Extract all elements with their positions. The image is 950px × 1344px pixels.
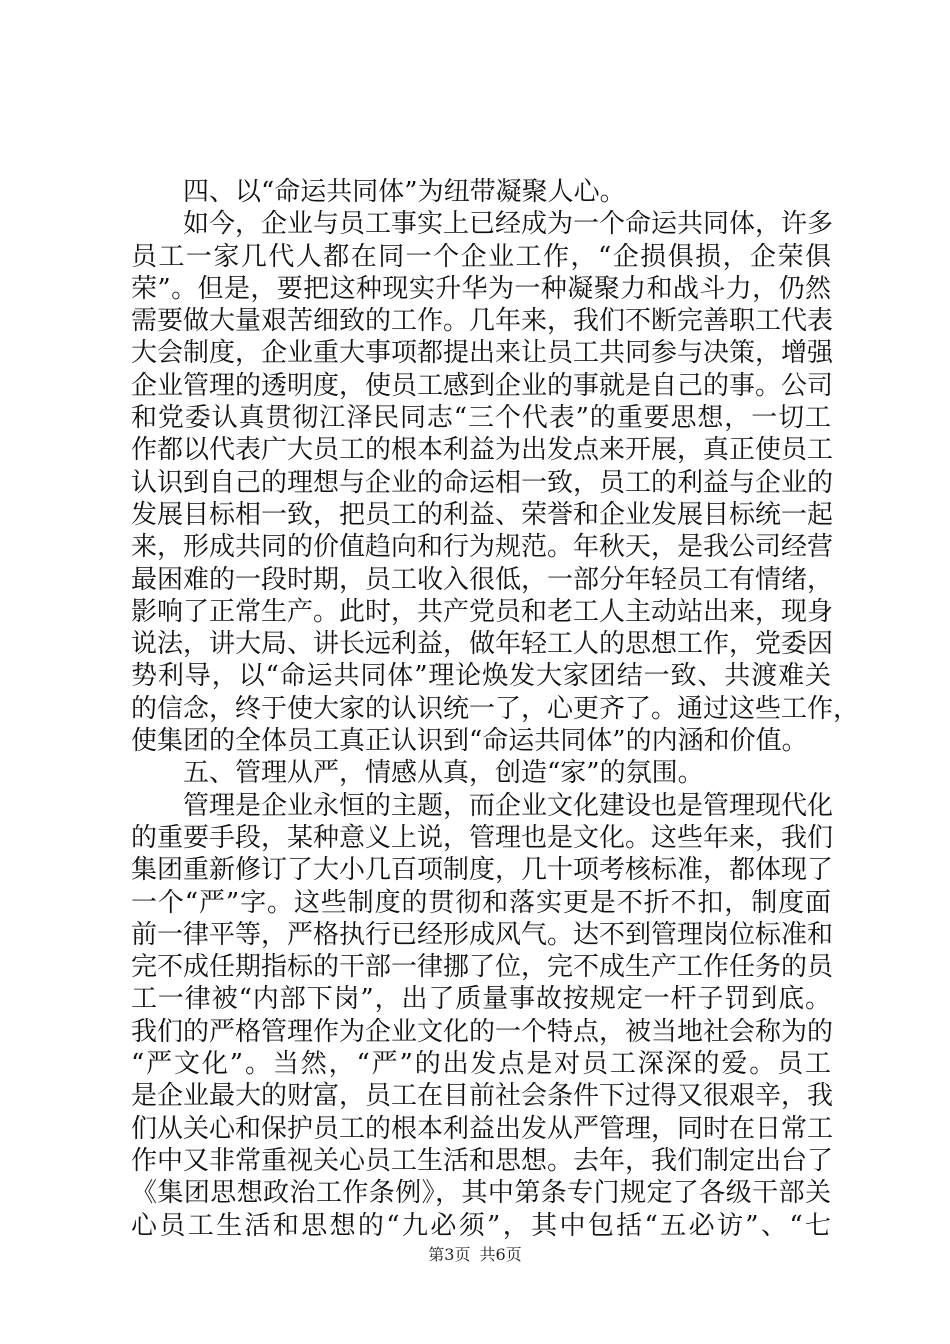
paragraph-line: 作都以代表广大员工的根本利益为出发点来开展，真正使员工 bbox=[131, 435, 834, 466]
paragraph-line: 的信念，终于使大家的认识统一了，心更齐了。通过这些工作， bbox=[131, 693, 860, 724]
paragraph-line: 集团重新修订了大小几百项制度，几十项考核标准，都体现了 bbox=[131, 855, 834, 886]
paragraph-line: 如今，企业与员工事实上已经成为一个命运共同体，许多 bbox=[183, 209, 834, 240]
paragraph-line: 势利导，以“命运共同体”理论焕发大家团结一致、共渡难关 bbox=[131, 661, 831, 692]
paragraph-line: 发展目标相一致，把员工的利益、荣誉和企业发展目标统一起 bbox=[131, 499, 834, 530]
paragraph-line: 《集团思想政治工作条例》，其中第条专门规定了各级干部关 bbox=[131, 1178, 831, 1209]
paragraph-line: 需要做大量艰苦细致的工作。几年来，我们不断完善职工代表 bbox=[131, 306, 834, 337]
paragraph-line: 使集团的全体员工真正认识到“命运共同体”的内涵和价值。 bbox=[131, 726, 808, 757]
section-heading-five: 五、管理从严，情感从真，创造“家”的氛围。 bbox=[183, 758, 704, 789]
paragraph-line: 前一律平等，严格执行已经形成风气。达不到管理岗位标准和 bbox=[131, 919, 834, 950]
paragraph-line: 管理是企业永恒的主题，而企业文化建设也是管理现代化 bbox=[183, 790, 834, 821]
paragraph-line: 影响了正常生产。此时，共产党员和老工人主动站出来，现身 bbox=[131, 596, 834, 627]
paragraph-line: 最困难的一段时期，员工收入很低，一部分年轻员工有情绪， bbox=[131, 564, 834, 595]
paragraph-line: 来，形成共同的价值趋向和行为规范。年秋天，是我公司经营 bbox=[131, 532, 834, 563]
paragraph-line: 一个“严”字。这些制度的贯彻和落实更是不折不扣，制度面 bbox=[131, 887, 831, 918]
paragraph-line: 大会制度，企业重大事项都提出来让员工共同参与决策，增强 bbox=[131, 338, 834, 369]
document-body bbox=[131, 176, 860, 1242]
paragraph-line: 心员工生活和思想的“九必须”，其中包括“五必访”、“七 bbox=[131, 1210, 831, 1241]
section-heading-four: 四、以“命运共同体”为纽带凝聚人心。 bbox=[183, 177, 626, 207]
paragraph-line: 和党委认真贯彻江泽民同志“三个代表”的重要思想，一切工 bbox=[131, 403, 831, 434]
paragraph-line: 是企业最大的财富，员工在目前社会条件下过得又很艰辛，我 bbox=[131, 1081, 834, 1112]
paragraph-line: 认识到自己的理想与企业的命运相一致，员工的利益与企业的 bbox=[131, 467, 834, 498]
paragraph-line: 员工一家几代人都在同一个企业工作，“企损俱损，企荣俱 bbox=[131, 241, 831, 272]
page-number-footer: 第3页 共6页 bbox=[428, 1245, 522, 1264]
paragraph-line: 们从关心和保护员工的根本利益出发从严管理，同时在日常工 bbox=[131, 1113, 834, 1144]
paragraph-line: “严文化”。当然，“严”的出发点是对员工深深的爱。员工 bbox=[131, 1049, 831, 1080]
paragraph-line: 工一律被“内部下岗”，出了质量事故按规定一杆子罚到底。 bbox=[131, 984, 831, 1015]
paragraph-line: 作中又非常重视关心员工生活和思想。去年，我们制定出台了 bbox=[131, 1145, 834, 1176]
paragraph-line: 企业管理的透明度，使员工感到企业的事就是自己的事。公司 bbox=[131, 370, 834, 401]
paragraph-line: 完不成任期指标的干部一律挪了位，完不成生产工作任务的员 bbox=[131, 952, 834, 983]
paragraph-line: 荣”。但是，要把这种现实升华为一种凝聚力和战斗力，仍然 bbox=[131, 273, 831, 304]
paragraph-line: 我们的严格管理作为企业文化的一个特点，被当地社会称为的 bbox=[131, 1016, 834, 1047]
paragraph-line: 说法，讲大局、讲长远利益，做年轻工人的思想工作，党委因 bbox=[131, 629, 834, 660]
paragraph-line: 的重要手段，某种意义上说，管理也是文化。这些年来，我们 bbox=[131, 822, 834, 853]
